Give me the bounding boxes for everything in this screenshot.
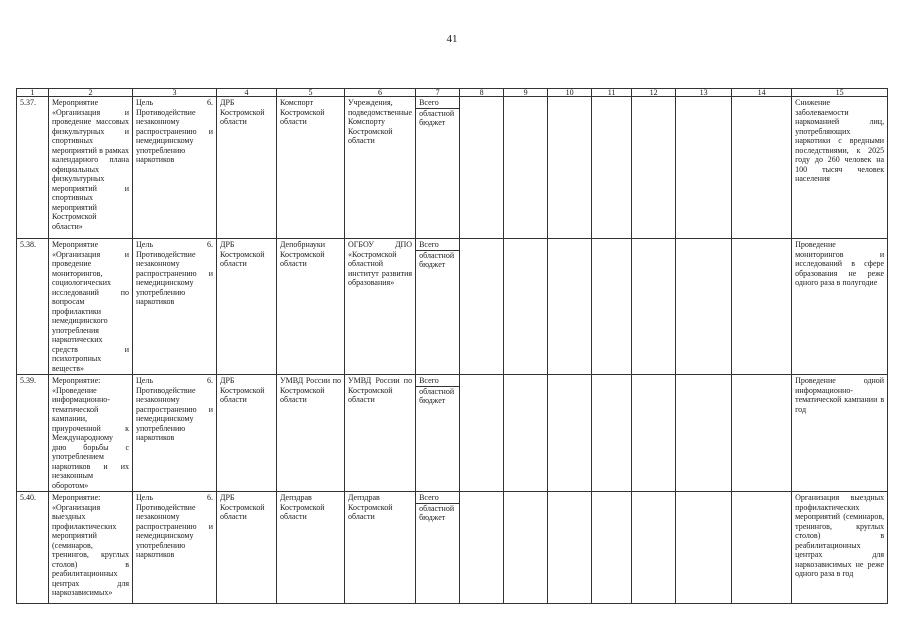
column-header: 6 xyxy=(345,89,416,97)
funding-value-cell xyxy=(732,492,792,604)
co-executor-cell: Комспорт Костромской области xyxy=(277,97,345,239)
table-row xyxy=(17,97,888,239)
funding-value-cell xyxy=(632,239,676,375)
funding-value-cell xyxy=(504,239,548,375)
executor-cell: ДРБ Костромской области xyxy=(217,375,277,492)
funding-source-cell xyxy=(416,375,460,492)
row-number-cell: 5.37. xyxy=(17,97,49,239)
column-header: 15 xyxy=(792,89,888,97)
column-header: 9 xyxy=(504,89,548,97)
funding-value-cell xyxy=(592,375,632,492)
funding-value-cell xyxy=(504,375,548,492)
funding-source-line: Всего xyxy=(416,376,459,387)
row-number-cell: 5.39. xyxy=(17,375,49,492)
column-header: 5 xyxy=(277,89,345,97)
column-header: 1 xyxy=(17,89,49,97)
funding-value-cell xyxy=(632,375,676,492)
funding-value-cell xyxy=(504,492,548,604)
participant-cell: Депздрав Костромской области xyxy=(345,492,416,604)
participant-cell: ОГБОУ ДПО «Костромской областной институт развития образования» xyxy=(345,239,416,375)
program-table xyxy=(16,88,888,604)
goal-cell: Цель 6. Противодействие незаконному распространению и немедицинскому употреблению наркотиков xyxy=(133,492,217,604)
funding-source-line: Всего xyxy=(416,493,459,504)
goal-cell: Цель 6. Противодействие незаконному распространению и немедицинскому употреблению наркотиков xyxy=(133,97,217,239)
funding-source-line: областной бюджет xyxy=(419,386,455,405)
funding-source-line: областной бюджет xyxy=(419,250,455,269)
funding-value-cell xyxy=(460,239,504,375)
column-header: 3 xyxy=(133,89,217,97)
funding-value-cell xyxy=(732,375,792,492)
co-executor-cell: Депобрнауки Костромской области xyxy=(277,239,345,375)
table-row xyxy=(17,239,888,375)
funding-value-cell xyxy=(548,239,592,375)
column-header: 4 xyxy=(217,89,277,97)
funding-value-cell xyxy=(548,492,592,604)
co-executor-cell: УМВД России по Костромской области xyxy=(277,375,345,492)
column-header: 8 xyxy=(460,89,504,97)
executor-cell: ДРБ Костромской области xyxy=(217,239,277,375)
funding-value-cell xyxy=(676,239,732,375)
event-name-cell: Мероприятие: «Организация выездных профилактических мероприятий (семинаров, тренингов, круглых столов) в реабилитационных центрах для наркозависимых» xyxy=(49,492,133,604)
column-header: 14 xyxy=(732,89,792,97)
expected-result-cell: Проведение одной информационно-тематической кампании в год xyxy=(792,375,888,492)
funding-value-cell xyxy=(548,97,592,239)
table-row xyxy=(17,375,888,492)
executor-cell: ДРБ Костромской области xyxy=(217,492,277,604)
event-name-cell: Мероприятие «Организация и проведение массовых физкультурных и спортивных мероприятий в рамках календарного плана официальных физкультурных мероприятий и спортивных мероприятий Костромской области» xyxy=(49,97,133,239)
row-number-cell: 5.38. xyxy=(17,239,49,375)
table-row xyxy=(17,492,888,604)
funding-value-cell xyxy=(460,492,504,604)
column-header: 11 xyxy=(592,89,632,97)
funding-value-cell xyxy=(460,375,504,492)
funding-value-cell xyxy=(676,375,732,492)
event-name-cell: Мероприятие: «Проведение информационно-тематической кампании, приуроченной к Международному дню борьбы с употреблением наркотиков и их незаконным оборотом» xyxy=(49,375,133,492)
funding-value-cell xyxy=(632,492,676,604)
column-header: 10 xyxy=(548,89,592,97)
funding-source-line: Всего xyxy=(416,240,459,251)
column-header: 12 xyxy=(632,89,676,97)
header-row xyxy=(17,89,888,97)
expected-result-cell: Проведение мониторингов и исследований в сфере образования не реже одного раза в полугодие xyxy=(792,239,888,375)
participant-cell: УМВД России по Костромской области xyxy=(345,375,416,492)
funding-value-cell xyxy=(676,492,732,604)
page-number: 41 xyxy=(446,33,458,45)
funding-source-cell xyxy=(416,492,460,604)
goal-cell: Цель 6. Противодействие незаконному распространению и немедицинскому употреблению наркотиков xyxy=(133,239,217,375)
column-header: 13 xyxy=(676,89,732,97)
funding-source-cell xyxy=(416,97,460,239)
funding-source-line: Всего xyxy=(416,98,459,109)
funding-value-cell xyxy=(592,97,632,239)
funding-value-cell xyxy=(676,97,732,239)
funding-value-cell xyxy=(460,97,504,239)
expected-result-cell: Организация выездных профилактических мероприятий (семинаров, тренингов, круглых столов) в реабилитационных центрах для наркозависимых не реже одного раза в год xyxy=(792,492,888,604)
expected-result-cell: Снижение заболеваемости наркоманией лиц, употребляющих наркотики с вредными последствиями, к 2025 году до 260 человек на 100 тысяч человек населения xyxy=(792,97,888,239)
goal-cell: Цель 6. Противодействие незаконному распространению и немедицинскому употреблению наркотиков xyxy=(133,375,217,492)
funding-source-line: областной бюджет xyxy=(419,503,455,522)
funding-value-cell xyxy=(732,97,792,239)
column-header: 2 xyxy=(49,89,133,97)
participant-cell: Учреждения, подведомственные Комспорту Костромской области xyxy=(345,97,416,239)
funding-value-cell xyxy=(732,239,792,375)
event-name-cell: Мероприятие «Организация и проведение мониторингов, социологических исследований по вопросам профилактики немедицинского употребления наркотических средств и психотропных веществ» xyxy=(49,239,133,375)
funding-value-cell xyxy=(592,492,632,604)
funding-value-cell xyxy=(632,97,676,239)
funding-source-cell xyxy=(416,239,460,375)
funding-value-cell xyxy=(548,375,592,492)
column-header: 7 xyxy=(416,89,460,97)
row-number-cell: 5.40. xyxy=(17,492,49,604)
funding-value-cell xyxy=(592,239,632,375)
executor-cell: ДРБ Костромской области xyxy=(217,97,277,239)
co-executor-cell: Депздрав Костромской области xyxy=(277,492,345,604)
funding-source-line: областной бюджет xyxy=(419,108,455,127)
funding-value-cell xyxy=(504,97,548,239)
